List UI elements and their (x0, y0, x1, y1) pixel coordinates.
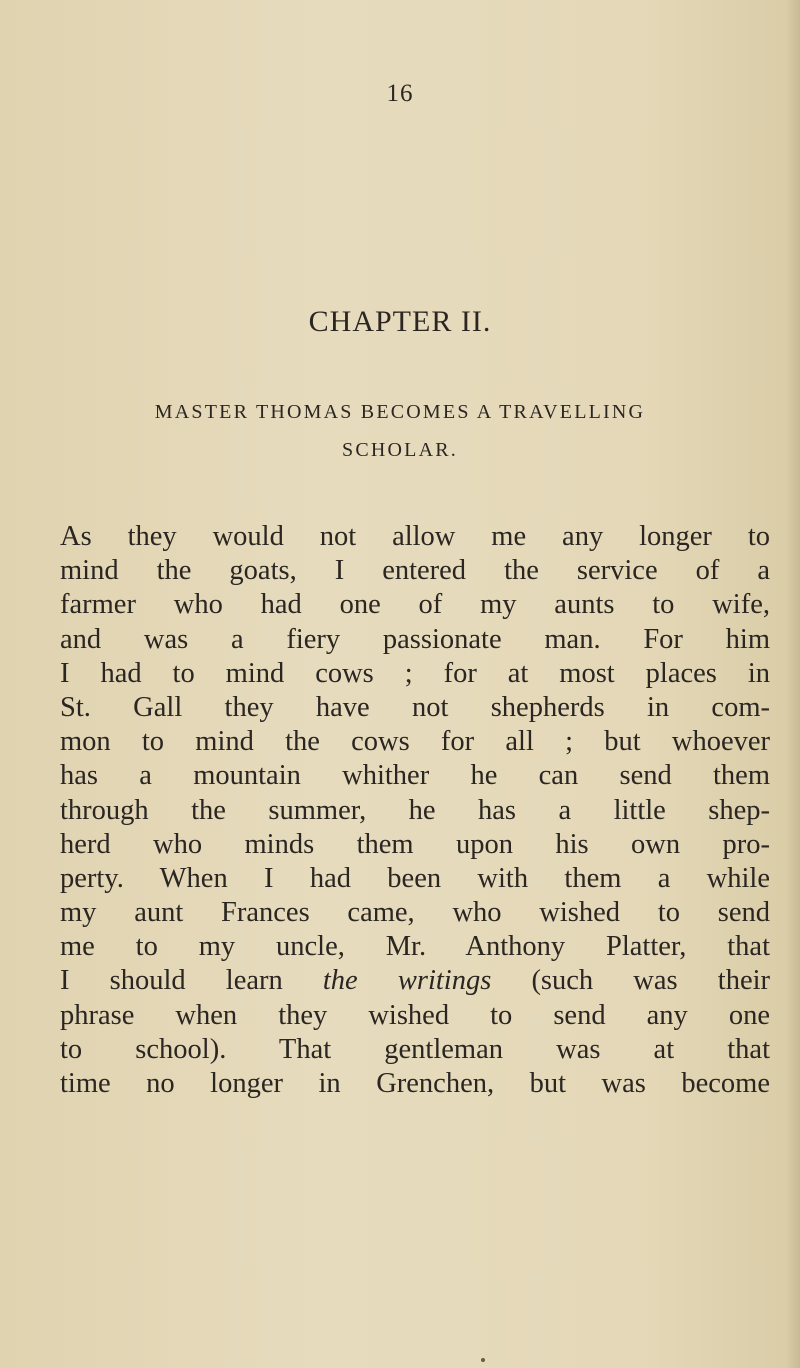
text-line: through the summer, he has a little shep- (60, 794, 770, 826)
text-line: me to my uncle, Mr. Anthony Platter, that (60, 931, 770, 963)
text-line: phrase when they wished to send any one (60, 999, 770, 1031)
subtitle-line: SCHOLAR. (342, 439, 458, 461)
page-number: 16 (386, 80, 414, 107)
chapter-subtitle (40, 393, 760, 469)
text-line: has a mountain whither he can send them (60, 760, 770, 792)
text-line: farmer who had one of my aunts to wife, (60, 589, 770, 621)
text-line: time no longer in Grenchen, but was become (60, 1068, 770, 1099)
italic-phrase: the writings (322, 965, 492, 997)
text-line: and was a fiery passionate man. For him (60, 623, 770, 655)
body-paragraph (60, 520, 770, 1101)
page-edge-shadow (786, 0, 800, 1368)
text-fragment: I should learn (60, 965, 323, 997)
text-line: perty. When I had been with them a while (60, 862, 770, 894)
text-line: my aunt Frances came, who wished to send (60, 897, 770, 929)
text-line: to school). That gentleman was at that (60, 1033, 770, 1065)
text-line: As they would not allow me any longer to (60, 521, 770, 552)
paper-speck (481, 1358, 485, 1362)
text-line: St. Gall they have not shepherds in com- (60, 691, 770, 723)
text-line-with-italic (60, 964, 770, 998)
text-line: herd who minds them upon his own pro- (60, 828, 770, 860)
text-line: mind the goats, I entered the service of a (60, 555, 770, 587)
text-line: mon to mind the cows for all ; but whoever (60, 726, 770, 758)
text-fragment: (such was their (491, 965, 770, 997)
text-line: I had to mind cows ; for at most places in (60, 657, 770, 689)
subtitle-line: MASTER THOMAS BECOMES A TRAVELLING (154, 401, 646, 423)
chapter-title: CHAPTER II. (308, 305, 492, 338)
